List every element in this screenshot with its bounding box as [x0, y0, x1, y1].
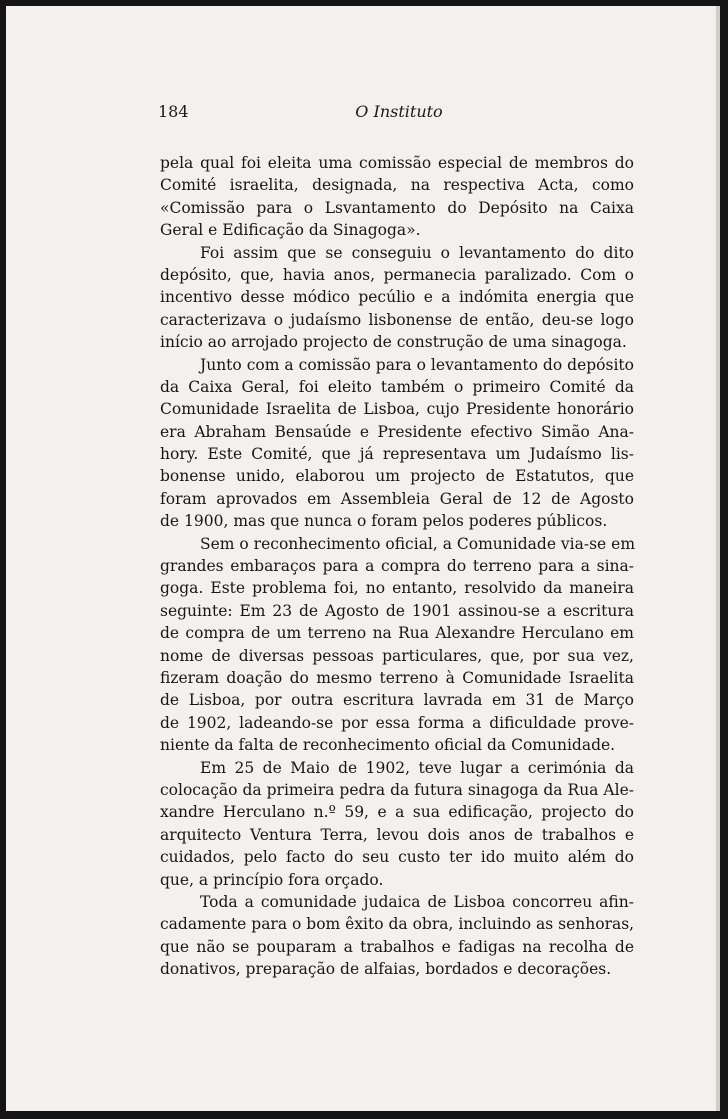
text-line: Toda a comunidade judaica de Lisboa concorreu afin- — [200, 892, 634, 911]
book-page — [6, 6, 720, 1111]
text-line: Sem o reconhecimento oficial, a Comunidade via-se em — [200, 534, 636, 553]
text-line: caracterizava o judaísmo lisbonense de então, deu-se logo — [160, 310, 634, 329]
text-line: foram aprovados em Assembleia Geral de 12 de Agosto — [160, 489, 634, 508]
text-line: da Caixa Geral, foi eleito também o primeiro Comité da — [160, 377, 634, 396]
paragraph — [160, 533, 634, 757]
text-line: Comité israelita, designada, na respectiva Acta, como — [160, 176, 634, 195]
body-text — [160, 152, 634, 980]
text-line: donativos, preparação de alfaias, bordados e decorações. — [160, 960, 612, 979]
text-line: xandre Herculano n.º 59, e a sua edificação, projecto do — [160, 803, 634, 822]
text-line: de 1902, ladeando-se por essa forma a dificuldade prove- — [160, 713, 634, 732]
text-line: fizeram doação do mesmo terreno à Comunidade Israelita — [160, 668, 634, 687]
paragraph — [160, 891, 634, 981]
text-line: «Comissão para o Lsvantamento do Depósito na Caixa — [160, 198, 634, 217]
text-line: goga. Este problema foi, no entanto, resolvido da maneira — [160, 579, 634, 598]
text-line: pela qual foi eleita uma comissão especial de membros do — [160, 154, 634, 172]
text-line: que, a princípio fora orçado. — [160, 870, 384, 889]
text-line: incentivo desse módico pecúlio e a indómita energia que — [160, 288, 634, 307]
text-line: de Lisboa, por outra escritura lavrada em 31 de Março — [160, 691, 634, 710]
paragraph — [160, 354, 634, 533]
text-line: hory. Este Comité, que já representava um Judaísmo lis- — [160, 445, 634, 464]
running-title: O Instituto — [355, 102, 443, 121]
text-line: arquitecto Ventura Terra, levou dois anos de trabalhos e — [160, 825, 634, 844]
page-edge — [716, 6, 720, 1111]
page-header — [158, 102, 640, 126]
text-line: Foi assim que se conseguiu o levantamento do dito — [200, 243, 634, 262]
text-line: cadamente para o bom êxito da obra, incluindo as senhoras, — [160, 915, 635, 934]
text-line: de 1900, mas que nunca o foram pelos poderes públicos. — [160, 512, 608, 531]
text-line: grandes embaraços para a compra do terreno para a sina- — [160, 557, 634, 576]
text-line: Em 25 de Maio de 1902, teve lugar a cerimónia da — [200, 758, 634, 777]
text-line: colocação da primeira pedra da futura sinagoga da Rua Ale- — [160, 780, 634, 799]
text-line: era Abraham Bensaúde e Presidente efectivo Simão Ana- — [160, 422, 634, 441]
page-number: 184 — [158, 102, 189, 121]
text-line: niente da falta de reconhecimento oficial da Comunidade. — [160, 736, 616, 755]
text-line: depósito, que, havia anos, permanecia paralizado. Com o — [160, 265, 634, 284]
paragraph — [160, 757, 634, 891]
text-line: início ao arrojado projecto de construção de uma sinagoga. — [160, 333, 627, 352]
text-line: cuidados, pelo facto do seu custo ter ido muito além do — [160, 848, 634, 867]
text-line: Comunidade Israelita de Lisboa, cujo Presidente honorário — [160, 400, 634, 419]
text-line: seguinte: Em 23 de Agosto de 1901 assinou-se a escritura — [160, 601, 634, 620]
text-line: de compra de um terreno na Rua Alexandre Herculano em — [160, 624, 634, 643]
text-line: Geral e Edificação da Sinagoga». — [160, 221, 421, 240]
paragraph — [160, 152, 634, 242]
text-line: que não se pouparam a trabalhos e fadigas na recolha de — [160, 937, 634, 956]
text-line: Junto com a comissão para o levantamento do depósito — [200, 355, 634, 374]
paragraph — [160, 242, 634, 354]
text-line: nome de diversas pessoas particulares, que, por sua vez, — [160, 646, 634, 665]
text-line: bonense unido, elaborou um projecto de Estatutos, que — [160, 467, 634, 486]
